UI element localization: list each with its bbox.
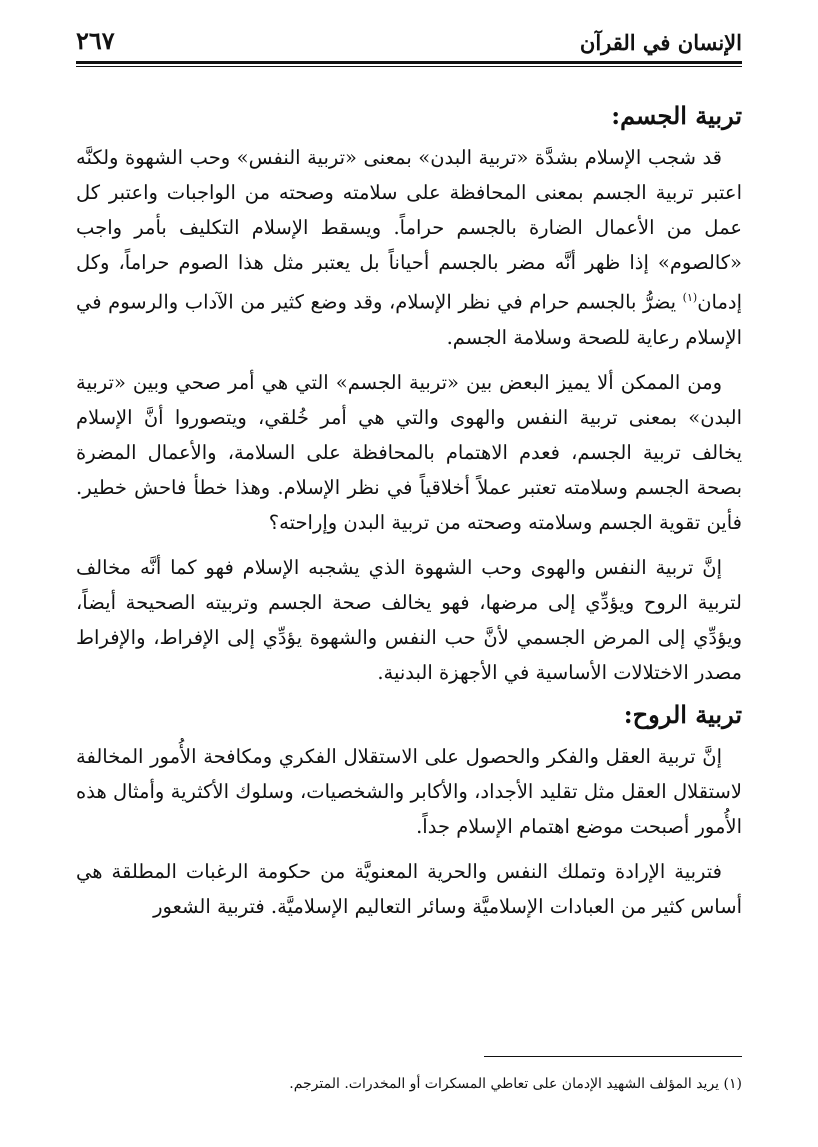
page-number: ٢٦٧ <box>76 26 115 55</box>
footnote-divider <box>484 1056 742 1057</box>
paragraph: ومن الممكن ألا يميز البعض بين «تربية الجسم» التي هي أمر صحي وبين «تربية البدن» بمعنى تربية النفس والهوى والتي هي أمر خُلقي، ويتصوروا أنَّ الإسلام يخالف تربية الجسم، فعدم الاهتمام بالمحافظة على السلامة، والأعمال المضرة بصحة الجسم وسلامته تعتبر عملاً أخلاقياً في نظر الإسلام. وهذا خطأ فاحش خطير. فأين تقوية الجسم وسلامته وصحته من تربية البدن وإراحته؟ <box>76 370 742 534</box>
paragraph <box>76 140 742 355</box>
paragraph: فتربية الإرادة وتملك النفس والحرية المعنويَّة من حكومة الرغبات المطلقة هي أساس كثير من العبادات الإسلاميَّة وسائر التعاليم الإسلاميَّة. فتربية الشعور <box>76 859 742 918</box>
footnote <box>76 1074 742 1094</box>
paragraph-text: يضرُّ بالجسم حرام في نظر الإسلام، وقد وضع كثير من الآداب والرسوم في الإسلام رعاية للصحة وسلامة الجسم. <box>76 290 742 349</box>
page-header <box>76 26 742 59</box>
running-title: الإنسان في القرآن <box>579 30 742 55</box>
footnote-marker: (١) <box>723 1076 742 1092</box>
paragraph-text: قد شجب الإسلام بشدَّة «تربية البدن» بمعنى «تربية النفس» وحب الشهوة ولكنَّه اعتبر تربية الجسم بمعنى المحافظة على سلامته وصحته من الواجبات واعتبر كل عمل من الأعمال الضارة بالجسم حراماً. ويسقط الإسلام التكليف بأمر واجب «كالصوم» إذا ظهر أنَّه مضر بالجسم أحياناً بل يعتبر مثل هذا الصوم حراماً، وكل إدمان <box>76 146 742 314</box>
paragraph: إنَّ تربية العقل والفكر والحصول على الاستقلال الفكري ومكافحة الأُمور المخالفة لاستقلال العقل مثل تقليد الأجداد، والأكابر والشخصيات، وسلوك الأكثرية وأمثال هذه الأُمور أصبحت موضع اهتمام الإسلام جداً. <box>76 744 742 838</box>
header-rule-thin <box>76 66 742 67</box>
section-heading-body-training: تربية الجسم: <box>611 101 742 130</box>
header-rule <box>76 61 742 64</box>
paragraph: إنَّ تربية النفس والهوى وحب الشهوة الذي يشجبه الإسلام فهو كما أنَّه مخالف لتربية الروح ويؤدِّي إلى مرضها، فهو يخالف صحة الجسم وتربيته الصحيحة أيضاً، ويؤدِّي إلى المرض الجسمي لأنَّ حب النفس والشهوة يؤدِّي إلى الإفراط، والإفراط مصدر الاختلالات الأساسية في الأجهزة البدنية. <box>76 555 742 684</box>
footnote-reference[interactable]: (١) <box>682 291 698 304</box>
footnote-text: يريد المؤلف الشهيد الإدمان على تعاطي المسكرات أو المخدرات. المترجم. <box>289 1076 720 1092</box>
section-heading-spirit-training: تربية الروح: <box>623 699 742 729</box>
